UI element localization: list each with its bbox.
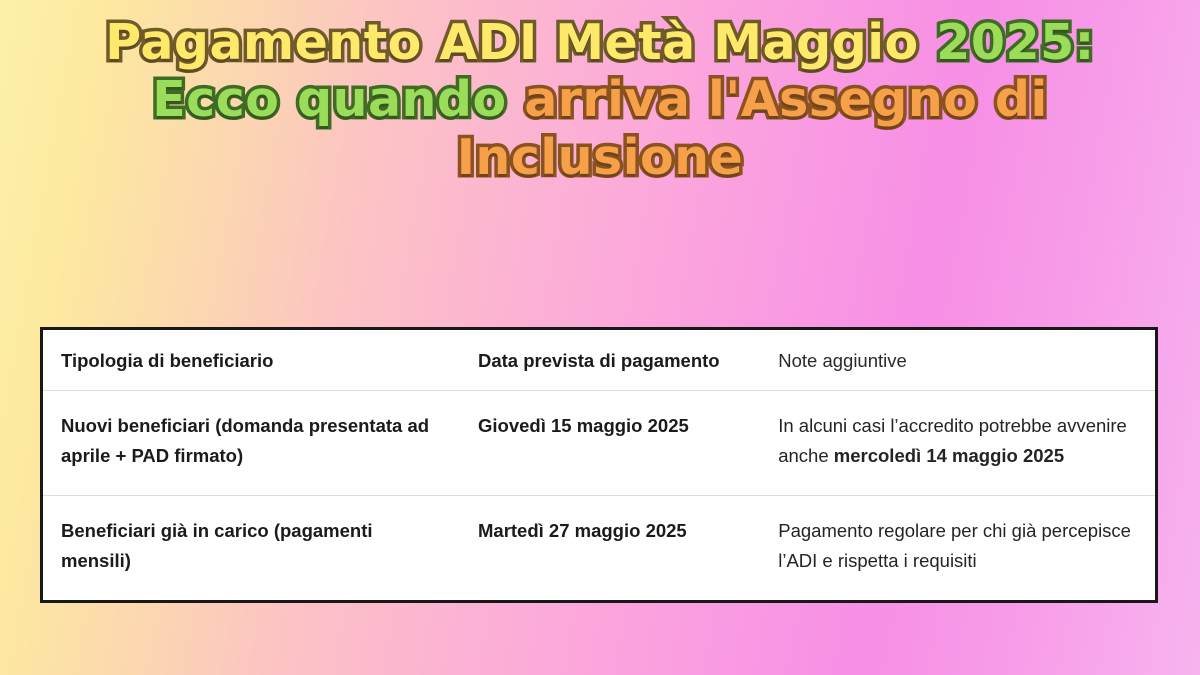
table-header — [43, 330, 1155, 391]
note-text-before: Pagamento regolare per chi già percepisce l’ADI e rispetta i requisiti — [778, 520, 1131, 572]
payment-schedule-table-container — [40, 327, 1158, 603]
cell-beneficiary-type: Beneficiari già in carico (pagamenti mensili) — [43, 496, 460, 600]
headline-part-orange-2: Inclusione — [456, 128, 744, 186]
column-header-type: Tipologia di beneficiario — [43, 330, 460, 391]
headline-part-green-1: 2025: — [936, 14, 1095, 71]
column-header-notes: Note aggiuntive — [760, 330, 1155, 391]
headline-part-yellow-1: Pagamento ADI Metà Maggio — [105, 14, 919, 71]
table-body — [43, 391, 1155, 600]
table-row — [43, 391, 1155, 496]
headline-line-3 — [34, 129, 1166, 186]
headline-part-green-2: Ecco quando — [152, 71, 507, 129]
column-header-date: Data prevista di pagamento — [460, 330, 760, 391]
payment-schedule-table — [43, 330, 1155, 600]
cell-payment-date: Giovedì 15 maggio 2025 — [478, 415, 689, 437]
headline-line-1 — [34, 14, 1166, 71]
cell-payment-date: Martedì 27 maggio 2025 — [460, 496, 760, 600]
page-title — [0, 0, 1200, 186]
cell-notes — [760, 391, 1155, 496]
cell-notes — [760, 496, 1155, 600]
cell-beneficiary-type: Nuovi beneficiari (domanda presentata ad aprile + PAD firmato) — [61, 415, 430, 467]
headline-line-2 — [34, 71, 1166, 128]
table-header-row — [43, 330, 1155, 391]
table-row — [43, 496, 1155, 600]
note-text-before: In alcuni casi l’accredito potrebbe avvenire anche — [778, 415, 1127, 467]
headline-part-orange-1: arriva l'Assegno di — [524, 71, 1048, 129]
note-text-strong: mercoledì 14 maggio 2025 — [833, 445, 1065, 467]
